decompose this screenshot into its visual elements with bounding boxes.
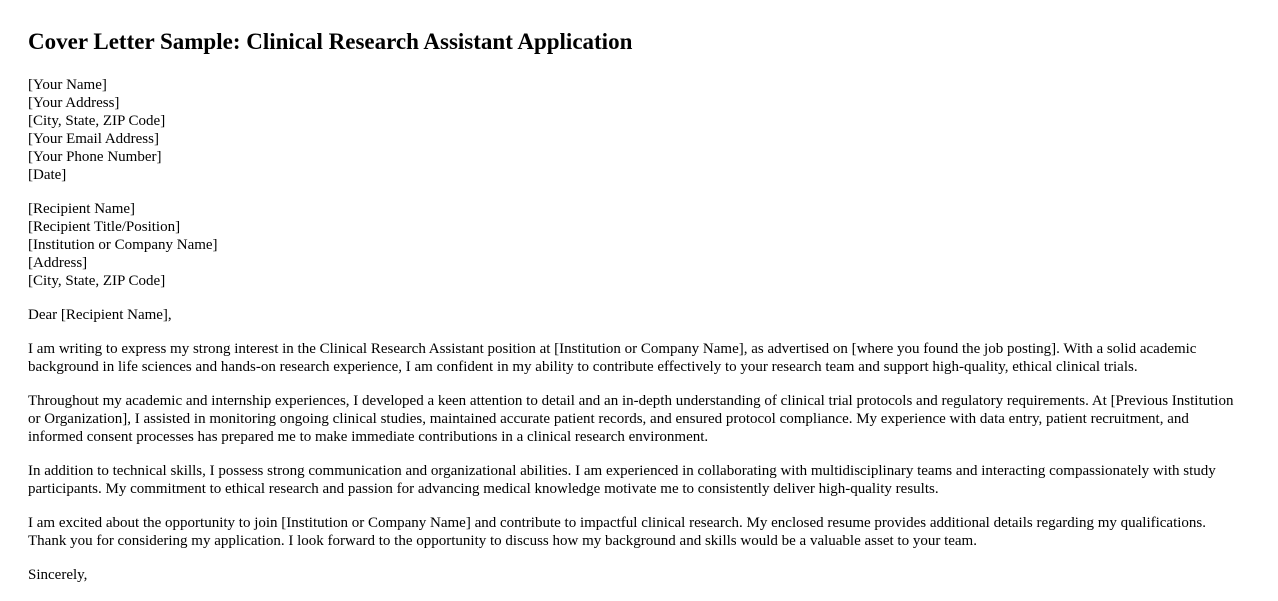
recipient-institution: [Institution or Company Name] [28,237,218,253]
closing-signoff: Sincerely, [28,567,88,583]
recipient-name: [Recipient Name] [28,201,136,217]
salutation: Dear [Recipient Name], [28,307,172,323]
body-paragraph-experience: Throughout my academic and internship experiences, I developed a keen attention to detail and an in-depth understanding of clinical trial protocols and regulatory requirements. At [Previous Institution or Organization], I assisted in monitoring ongoing clinical studies, maintained accurate patient records, and ensured protocol compliance. My experience with data entry, patient recruitment, and informed consent processes has prepared me to make immediate contributions in a clinical research environment. [28,393,1234,445]
sender-email: [Your Email Address] [28,131,159,147]
sender-name: [Your Name] [28,77,107,93]
body-paragraph-skills: In addition to technical skills, I possess strong communication and organizational abilities. I am experienced in collaborating with multidisciplinary teams and interacting compassionately with study participants. My commitment to ethical research and passion for advancing medical knowledge motivate me to consistently deliver high-quality results. [28,463,1216,497]
body-paragraph-intro: I am writing to express my strong interest in the Clinical Research Assistant position at [Institution or Company Name], as advertised on [where you found the job posting]. With a solid academic background in life sciences and hands-on research experience, I am confident in my ability to contribute effectively to your research team and support high-quality, ethical clinical trials. [28,341,1197,375]
sender-phone: [Your Phone Number] [28,149,162,165]
recipient-address-block [28,200,1250,290]
recipient-address: [Address] [28,255,88,271]
letter-date: [Date] [28,167,67,183]
sender-address: [Your Address] [28,95,120,111]
sender-city-state-zip: [City, State, ZIP Code] [28,113,166,129]
recipient-title: [Recipient Title/Position] [28,219,181,235]
body-paragraph-closing: I am excited about the opportunity to join [Institution or Company Name] and contribute to impactful clinical research. My enclosed resume provides additional details regarding my qualifications. Thank you for considering my application. I look forward to the opportunity to discuss how my background and skills would be a valuable asset to your team. [28,515,1207,549]
page-title: Cover Letter Sample: Clinical Research Assistant Application [28,29,633,54]
sender-address-block [28,76,1250,184]
recipient-city-state-zip: [City, State, ZIP Code] [28,273,166,289]
